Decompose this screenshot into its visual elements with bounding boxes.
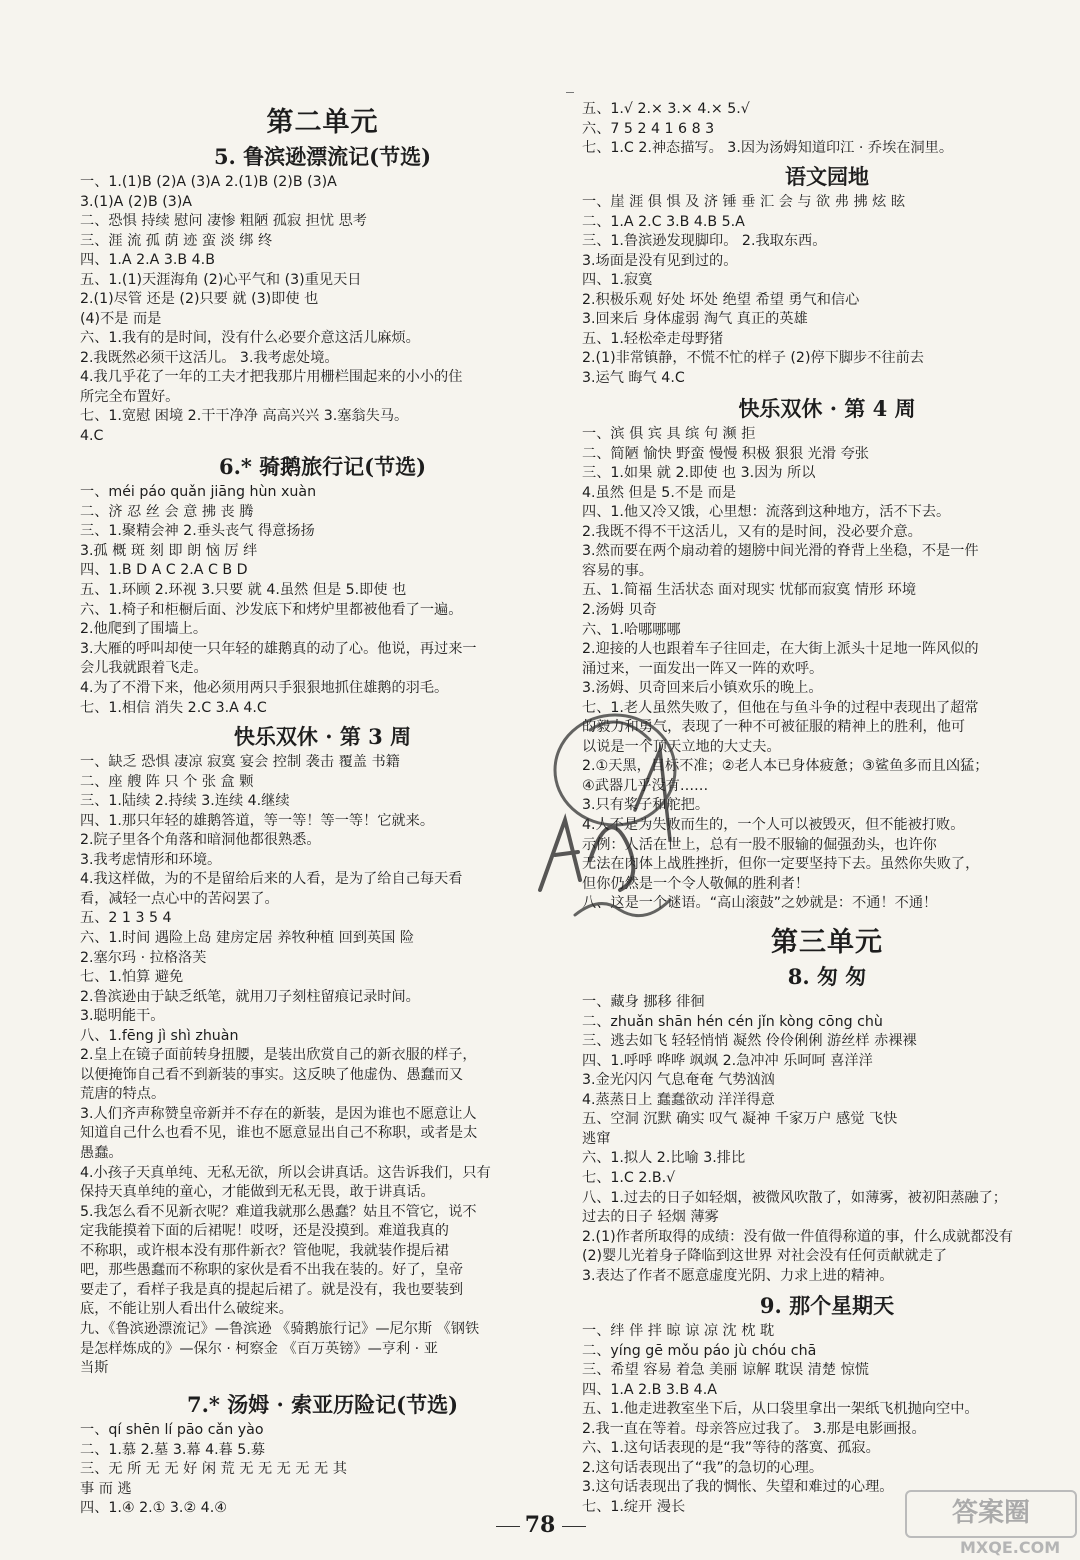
lesson-7-line: 四、1.④ 2.① 3.② 4.④ [80,1500,227,1516]
lesson-5-line: (4)不是 而是 [80,310,162,327]
lesson-8-line: 五、空洞 沉默 确实 叹气 凝神 千家万户 感觉 飞快 [582,1111,898,1128]
lesson-8-line: 一、藏身 挪移 徘徊 [582,994,705,1010]
lesson-8-line: 四、1.呼呼 哗哗 飒飒 2.急冲冲 乐呵呵 喜洋洋 [582,1052,873,1069]
week-3-line: 4.小孩子天真单纯、无私无欲，所以会讲真话。这告诉我们，只有 [80,1164,491,1181]
garden-line: 五、1.轻松牵走母野猪 [582,330,724,347]
garden-line: 2.积极乐观 好处 坏处 绝望 希望 勇气和信心 [582,291,860,308]
watermark-logo: 答案圈 [905,1490,1077,1538]
lesson-9-line: 五、1.他走进教室坐下后，从口袋里拿出一架纸飞机抛向空中。 [582,1401,979,1417]
week-3-line: 是怎样炼成的》—保尔 · 柯察金 《百万英镑》—亨利 · 亚 [80,1340,438,1357]
week-3-line: 八、1.fēng jì shì zhuàn [80,1027,239,1044]
lesson-9-line: 2.这句话表现出了“我”的急切的心理。 [582,1459,824,1476]
lesson-5-line: 一、1.(1)B (2)A (3)A 2.(1)B (2)B (3)A [80,174,337,190]
week-3-line: 三、1.陆续 2.持续 3.连续 4.继续 [80,793,290,810]
week-4-line: 但你仍然是一个令人敬佩的胜利者！ [582,875,810,892]
week-4-line: 示例：人活在世上，总有一股不服输的倔强劲头，也许你 [582,836,937,853]
week-4-line: 3.然而要在两个扇动着的翅膀中间光滑的脊背上坐稳，不是一件 [582,543,979,560]
column-top-rule [566,92,574,103]
lesson-6-title: 6.* 骑鹅旅行记(节选) [218,454,427,479]
week-4-line: 容易的事。 [582,562,653,579]
week-3-line: 七、1.怕算 避免 [80,969,184,986]
lesson-9-line: 六、1.这句话表现的是“我”等待的落寞、孤寂。 [582,1440,880,1456]
week-3-line: 看，减轻一点心中的苦闷罢了。 [80,890,279,907]
week-3-line: 当斯 [80,1360,109,1377]
lesson-5-title: 5. 鲁滨逊漂流记(节选) [213,144,432,169]
week-3-line: 愚蠢。 [80,1145,123,1161]
week-3-line: 五、2 1 3 5 4 [80,910,172,927]
week-4-line: 四、1.他又冷又饿，心里想：流落到这种地方，活不下去。 [582,504,951,521]
lesson-6-line: 四、1.B D A C 2.A C B D [80,562,248,579]
garden-line: 一、崖 涯 俱 惧 及 济 锤 垂 汇 会 与 欲 弗 拂 炫 眩 [582,194,906,210]
week-4-line: 七、1.老人虽然失败了，但他在与鱼斗争的过程中表现出了超常 [582,699,979,716]
week-4-line: 五、1.简福 生活状态 面对现实 忧郁而寂寞 情形 环境 [582,582,917,599]
lesson-8-line: 3.表达了作者不愿意虚度光阴、力求上进的精神。 [582,1267,894,1284]
watermark-url: MXQE.COM [960,1538,1061,1557]
garden-line: 3.回来后 身体虚弱 淘气 真正的英雄 [582,311,808,327]
lesson-6-line: 六、1.椅子和柜橱后面、沙发底下和烤炉里都被他看了一遍。 [80,601,463,618]
lesson-5-line: 六、1.我有的是时间，没有什么必要介意这活儿麻烦。 [80,330,420,346]
week-3-line: 2.皇上在镜子面前转身扭腰，是装出欣赏自己的新衣服的样子， [80,1047,477,1064]
lesson-7-line: 事 而 逃 [80,1480,132,1497]
week-4-line: 的毅力和勇气，表现了一种不可被征服的精神上的胜利，他可 [582,719,966,736]
week-4-line: 无法在肉体上战胜挫折，但你一定要坚持下去。虽然你失败了， [582,856,980,873]
lesson-5-line: 三、涯 流 孤 荫 迹 蛮 淡 绑 终 [80,232,273,249]
week-3-line: 二、座 艘 阵 只 个 张 盒 颗 [80,773,254,790]
week-3-line: 3.人们齐声称赞皇帝新并不存在的新装，是因为谁也不愿意让人 [80,1105,477,1122]
lesson-9-line: 二、yíng gē mǒu páo jù chóu chā [582,1342,817,1359]
lesson-8-title: 8. 匆 匆 [787,964,867,989]
week-3-line: 知道自己什么也看不见，谁也不愿意显出自己不称职，或者是太 [80,1125,478,1142]
week-4-line: 二、简陋 愉快 野蛮 慢慢 积极 狠狠 光滑 夸张 [582,445,869,462]
week-3-line: 保持天真单纯的童心，才能做到无私无畏，敢于讲真话。 [80,1184,435,1201]
week-4-line: ④武器几乎没有…… [582,777,709,794]
week-4-line: 4.人不是为失败而生的，一个人可以被毁灭，但不能被打败。 [582,817,965,833]
week-4-line: 4.虽然 但是 5.不是 而是 [582,484,737,501]
lesson-8-line: 八、1.过去的日子如轻烟，被微风吹散了，如薄雾，被初阳蒸融了； [582,1189,1007,1206]
unit-2-title: 第二单元 [266,107,379,138]
week-4-line: 以说是一个顶天立地的大丈夫。 [582,738,781,755]
week-4-line: 六、1.哈哪哪哪 [582,621,681,638]
lesson-5-line: 2.(1)尽管 还是 (2)只要 就 (3)即使 也 [80,291,319,307]
page-number: 78 [524,1512,556,1538]
footer-dash-left [496,1526,520,1527]
lesson-8-line: 3.金光闪闪 气息奄奄 气势汹汹 [582,1072,775,1089]
lesson-8-line: 2.(1)作者所取得的成绩：没有做一件值得称道的事，什么成就都没有 [582,1228,1013,1245]
unit-3-title: 第三单元 [771,927,883,958]
week-4-line: 2.①天黑，目标不准；②老人本已身体疲惫；③鲨鱼多而且凶猛； [582,758,989,775]
lesson-7-line: 一、qí shēn lí pāo cǎn yào [80,1422,264,1438]
week-4-line: 3.只有桨子和舵把。 [582,797,710,814]
lesson-5-line: 所完全布置好。 [80,388,180,405]
lesson-5-line: 4.C [80,427,104,444]
lesson-9-line: 三、希望 容易 着急 美丽 谅解 耽误 清楚 惊慌 [582,1362,869,1378]
week-4-line: 3.汤姆、贝奇回来后小镇欢乐的晚上。 [582,680,823,697]
week-3-line: 3.我考虑情形和环境。 [80,851,222,868]
lesson-6-line: 3.大雁的呼叫却使一只年轻的雄鹅真的动了心。他说，再过来一 [80,640,477,657]
lesson-5-line: 4.我几乎花了一年的工夫才把我那片用栅栏围起来的小小的住 [80,369,463,385]
garden-line: 四、1.寂寞 [582,272,653,288]
week-3-title: 快乐双休 · 第 3 周 [233,724,412,749]
lesson-8-line: 二、zhuǎn shān hén cén jǐn kòng cōng chù [582,1013,883,1030]
garden-line: 3.运气 晦气 4.C [582,369,685,386]
week-3-line: 以便掩饰自己看不到新装的事实。这反映了他虚伪、愚蠢而又 [80,1066,464,1083]
lesson-7-line: 二、1.慕 2.墓 3.幕 4.暮 5.募 [80,1441,266,1458]
lesson-8-line: 三、逃去如飞 轻轻悄悄 凝然 伶伶俐俐 游丝样 赤裸裸 [582,1033,917,1050]
lesson-6-line: 4.为了不滑下来，他必须用两只手狠狠地抓住雄鹅的羽毛。 [80,680,449,696]
signature-stamp [520,690,700,920]
lesson-6-line: 会儿我就跟着飞走。 [80,660,208,677]
week-3-line: 底，不能让别人看出什么破绽来。 [80,1301,293,1318]
garden-line: 2.(1)非常镇静，不慌不忙的样子 (2)停下脚步不往前去 [582,350,924,366]
garden-title: 语文园地 [785,164,869,189]
week-4-line: 三、1.如果 就 2.即使 也 3.因为 所以 [582,465,816,482]
week-3-line: 六、1.时间 遇险上岛 建房定居 养牧种植 回到英国 险 [80,929,415,946]
garden-line: 三、1.鲁滨逊发现脚印。 2.我取东西。 [582,233,827,249]
week-3-line: 不称职，或许根本没有那件新衣？管他呢，我就装作提后裙 [80,1242,449,1259]
lesson-7-cont-line: 六、7 5 2 4 1 6 8 3 [582,120,715,137]
lesson-7-cont-line: 七、1.C 2.神态描写。 3.因为汤姆知道印江 · 乔埃在洞里。 [582,140,954,156]
week-4-line: 2.迎接的人也跟着车子往回走，在大街上派头十足地一阵风似的 [582,641,979,658]
week-3-line: 要走了，看样子我是真的提起后裙了。就是没有，我也要装到 [80,1281,464,1298]
lesson-5-line: 七、1.宽慰 困境 2.干干净净 高高兴兴 3.塞翁失马。 [80,408,409,424]
lesson-5-line: 2.我既然必须干这活儿。 3.我考虑处境。 [80,349,339,366]
lesson-9-line: 一、绊 伴 拌 晾 谅 凉 沈 枕 耽 [582,1323,775,1339]
lesson-7-title: 7.* 汤姆 · 索亚历险记(节选) [186,1392,459,1417]
week-4-line: 2.汤姆 贝奇 [582,601,657,618]
lesson-6-line: 七、1.相信 消失 2.C 3.A 4.C [80,699,267,716]
lesson-9-title: 9. 那个星期天 [759,1293,895,1318]
week-3-line: 九、《鲁滨逊漂流记》—鲁滨逊 《骑鹅旅行记》—尼尔斯 《钢铁 [80,1320,480,1337]
week-3-line: 2.鲁滨逊由于缺乏纸笔，就用刀子刻柱留痕记录时间。 [80,988,420,1005]
week-3-line: 3.聪明能干。 [80,1008,165,1025]
week-3-line: 一、缺乏 恐惧 凄凉 寂寞 宴会 控制 袭击 覆盖 书籍 [80,754,400,770]
week-3-line: 2.院子里各个角落和暗洞他都很熟悉。 [80,832,321,849]
lesson-9-line: 四、1.A 2.B 3.B 4.A [582,1381,717,1398]
lesson-5-line: 四、1.A 2.A 3.B 4.B [80,252,215,268]
week-4-title: 快乐双休 · 第 4 周 [738,396,916,421]
lesson-6-line: 2.他爬到了围墙上。 [80,621,208,638]
lesson-8-line: 过去的日子 轻烟 薄雾 [582,1209,719,1226]
lesson-6-line: 五、1.环顾 2.环视 3.只要 就 4.虽然 但是 5.即使 也 [80,582,407,598]
lesson-5-line: 五、1.(1)天涯海角 (2)心平气和 (3)重见天日 [80,271,362,288]
lesson-8-line: 六、1.拟人 2.比喻 3.排比 [582,1150,746,1167]
week-3-line: 吧，那些愚蠢而不称职的家伙是看不出我在装的。好了，皇帝 [80,1262,464,1279]
week-4-line: 八、这是一个谜语。“高山滚鼓”之妙就是：不通！不通！ [582,895,938,912]
lesson-9-line: 2.我一直在等着。母亲答应过我了。 3.那是电影画报。 [582,1420,926,1437]
lesson-7-cont-line: 五、1.√ 2.× 3.× 4.× 5.√ [582,101,750,117]
week-4-line: 2.我既不得不干这活儿，又有的是时间，没必要介意。 [582,523,922,540]
lesson-7-line: 三、无 所 无 无 好 闲 荒 无 无 无 无 无 其 [80,1461,347,1477]
week-4-line: 涌过来，一面发出一阵又一阵的欢呼。 [582,660,824,677]
lesson-8-line: 七、1.C 2.B.√ [582,1169,676,1186]
week-4-line: 一、滨 俱 宾 具 缤 句 濒 拒 [582,426,756,442]
week-3-line: 4.我这样做，为的不是留给后来的人看，是为了给自己每天看 [80,871,463,888]
lesson-9-line: 3.这句话表现出了我的惆怅、失望和难过的心理。 [582,1479,894,1495]
lesson-8-line: 逃窜 [582,1130,611,1147]
lesson-5-line: 二、恐惧 持续 慰问 凄惨 粗陋 孤寂 担忧 思考 [80,213,367,229]
garden-line: 3.场面是没有见到过的。 [582,252,738,269]
week-3-line: 5.我怎么看不见新衣呢？难道我就那么愚蠢？姑且不管它，说不 [80,1203,477,1220]
lesson-8-line: 4.蒸蒸日上 蠢蠢欲动 洋洋得意 [582,1091,775,1108]
week-3-line: 荒唐的特点。 [80,1086,166,1103]
footer-dash-right [562,1526,586,1527]
lesson-8-line: (2)婴儿光着身子降临到这世界 对社会没有任何贡献就走了 [582,1248,948,1265]
lesson-6-line: 一、méi páo quǎn jiāng hùn xuàn [80,484,317,500]
week-3-line: 定我能摸着下面的后裙呢！哎呀，还是没摸到。难道我真的 [80,1223,449,1240]
lesson-6-line: 3.孤 概 斑 刻 即 朗 恼 厉 绊 [80,542,258,559]
week-3-line: 四、1.那只年轻的雄鹅答道，等一等！等一等！它就来。 [80,812,435,829]
week-3-line: 2.塞尔玛 · 拉格洛芙 [80,949,207,966]
lesson-5-line: 3.(1)A (2)B (3)A [80,193,192,210]
lesson-6-line: 三、1.聚精会神 2.垂头丧气 得意扬扬 [80,523,315,540]
garden-line: 二、1.A 2.C 3.B 4.B 5.A [582,213,745,230]
lesson-6-line: 二、济 忍 丝 会 意 拂 丧 腾 [80,503,254,520]
lesson-9-line: 七、1.绽开 漫长 [582,1498,686,1515]
